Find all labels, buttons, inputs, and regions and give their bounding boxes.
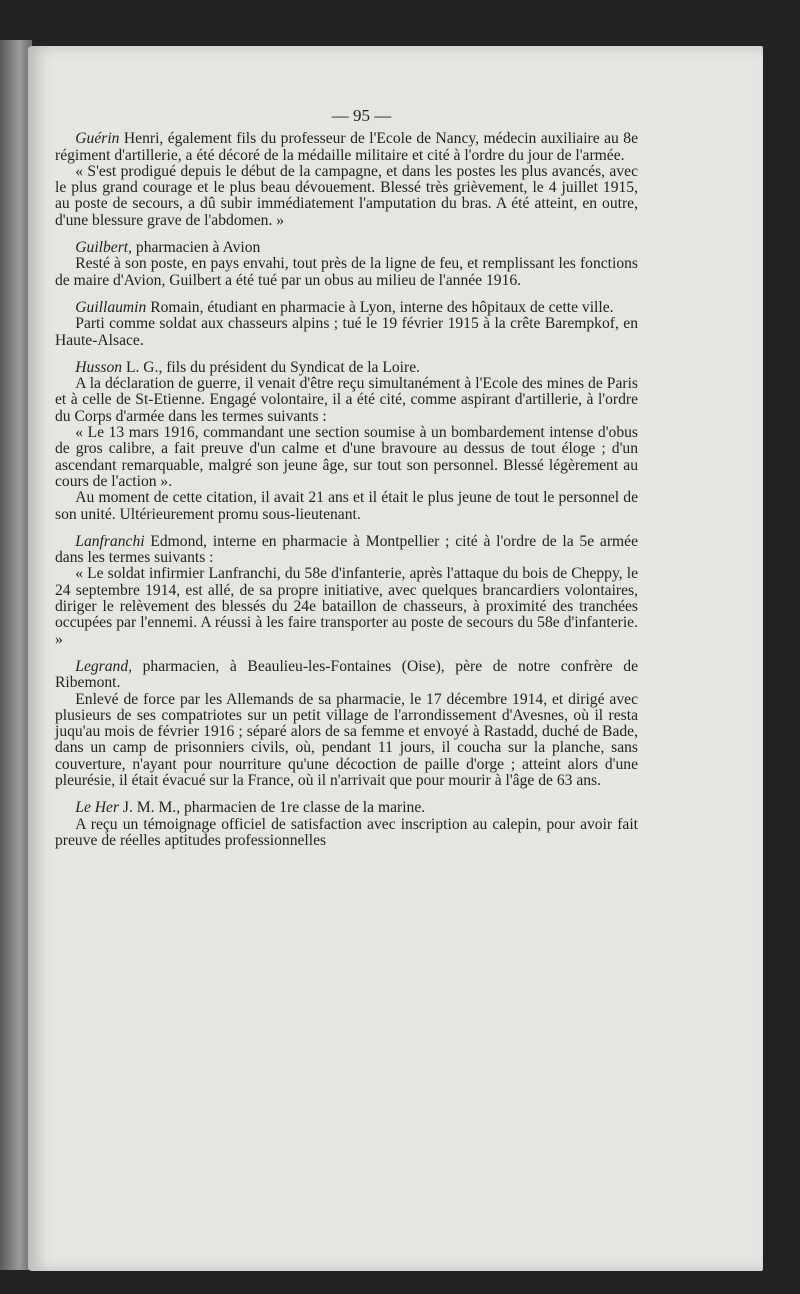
entry-text: Romain, étudiant en pharmacie à Lyon, interne des hôpitaux de cette ville. — [146, 298, 614, 316]
body-paragraph: Enlevé de force par les Allemands de sa pharmacie, le 17 décembre 1914, et dirigé avec plusieurs de ses compatriotes sur un petit village de l'arrondissement d'Avesnes, où il resta juqu'au mois de février 1916 ; séparé alors de sa femme et envoyé à Rastadd, duché de Bade, dans un camp de prisonniers civils, où, pendant 11 jours, il coucha sur la planche, sans couverture, n'ayant pour nourriture qu'une décoction de paille d'orge ; atteint alors d'une pleurésie, il était évacué sur la France, où il n'arrivait que pour mourir à l'âge de 63 ans. — [55, 690, 638, 789]
entry-guerin — [55, 131, 638, 229]
entry-text: pharmacien, à Beaulieu-les-Fontaines (Oise), père de notre confrère de Ribemont. — [55, 657, 638, 692]
entry-paragraph — [55, 131, 638, 164]
entry-text: J. M. M., pharmacien de 1re classe de la marine. — [119, 799, 426, 817]
body-paragraph: A la déclaration de guerre, il venait d'être reçu simultanément à l'Ecole des mines de Paris et à celle de St-Etienne. Engagé volontaire, il a été cité, comme aspirant d'artillerie, à l'ordre du Corps d'armée dans les termes suivants : — [55, 375, 638, 425]
entry-paragraph — [55, 300, 638, 316]
entry-name: Guilbert, — [75, 239, 133, 257]
entry-paragraph — [55, 240, 638, 256]
body-paragraph: Au moment de cette citation, il avait 21 ans et il était le plus jeune de tout le personnel de son unité. Ultérieurement promu sous-lieutenant. — [55, 489, 638, 523]
body-paragraph: A reçu un témoignage officiel de satisfaction avec inscription au calepin, pour avoir fait preuve de réelles aptitudes professionnelles — [55, 815, 638, 849]
entry-legrand — [55, 659, 638, 789]
entry-paragraph — [55, 800, 638, 816]
entry-husson — [55, 360, 638, 523]
body-paragraph: Parti comme soldat aux chasseurs alpins ; tué le 19 février 1915 à la crête Barempkof, en Haute-Alsace. — [55, 315, 638, 349]
citation-paragraph: « Le soldat infirmier Lanfranchi, du 58e d'infanterie, après l'attaque du bois de Cheppy, le 24 septembre 1914, est allé, de sa propre initiative, avec quelques brancardiers volontaires, diriger le relèvement des blessés du 24e bataillon de chasseurs, à proximité des tranchées occupées par l'ennemi. A réussi à les faire transporter au poste de secours du 58e d'infanterie. » — [55, 565, 638, 648]
entry-paragraph — [55, 659, 638, 692]
entry-name: Guérin — [75, 130, 120, 148]
body-paragraph: Resté à son poste, en pays envahi, tout près de la ligne de feu, et remplissant les fonctions de maire d'Avion, Guilbert a été tué par un obus au milieu de l'année 1916. — [55, 255, 638, 289]
citation-paragraph: « Le 13 mars 1916, commandant une section soumise à un bombardement intense d'obus de gros calibre, a fait preuve d'un calme et d'une bravoure au dessus de tout éloge ; d'un ascendant remarquable, malgré son jeune âge, sur tout son personnel. Blessé légèrement au cours de l'action ». — [55, 424, 638, 490]
entry-text: Edmond, interne en pharmacie à Montpellier ; cité à l'ordre de la 5e armée dans les termes suivants : — [55, 532, 638, 567]
entry-le-her — [55, 800, 638, 849]
entry-paragraph — [55, 360, 638, 376]
entry-name: Guillaumin — [75, 298, 147, 316]
entry-text: Henri, également fils du professeur de l'Ecole de Nancy, médecin auxiliaire au 8e régiment d'artillerie, a été décoré de la médaille militaire et cité à l'ordre du jour de l'armée. — [55, 130, 638, 164]
entry-name: Legrand, — [75, 657, 133, 675]
page-content — [55, 108, 638, 860]
entry-name: Lanfranchi — [75, 532, 145, 550]
entry-text: L. G., fils du président du Syndicat de la Loire. — [122, 358, 421, 376]
entry-guillaumin — [55, 300, 638, 349]
entry-name: Le Her — [75, 799, 120, 817]
entry-text: pharmacien à Avion — [132, 239, 261, 257]
page-number: — 95 — — [331, 106, 392, 125]
entry-paragraph — [55, 534, 638, 567]
citation-paragraph: « S'est prodigué depuis le début de la campagne, et dans les postes les plus avancés, avec le plus grand courage et le plus beau dévouement. Blessé très grièvement, le 4 juillet 1915, au poste de secours, a dû subir immédiatement l'amputation du bras. A été atteint, en outre, d'une blessure grave de l'abdomen. » — [55, 162, 638, 229]
entry-name: Husson — [75, 358, 123, 376]
entry-lanfranchi — [55, 534, 638, 648]
entry-guilbert — [55, 240, 638, 289]
